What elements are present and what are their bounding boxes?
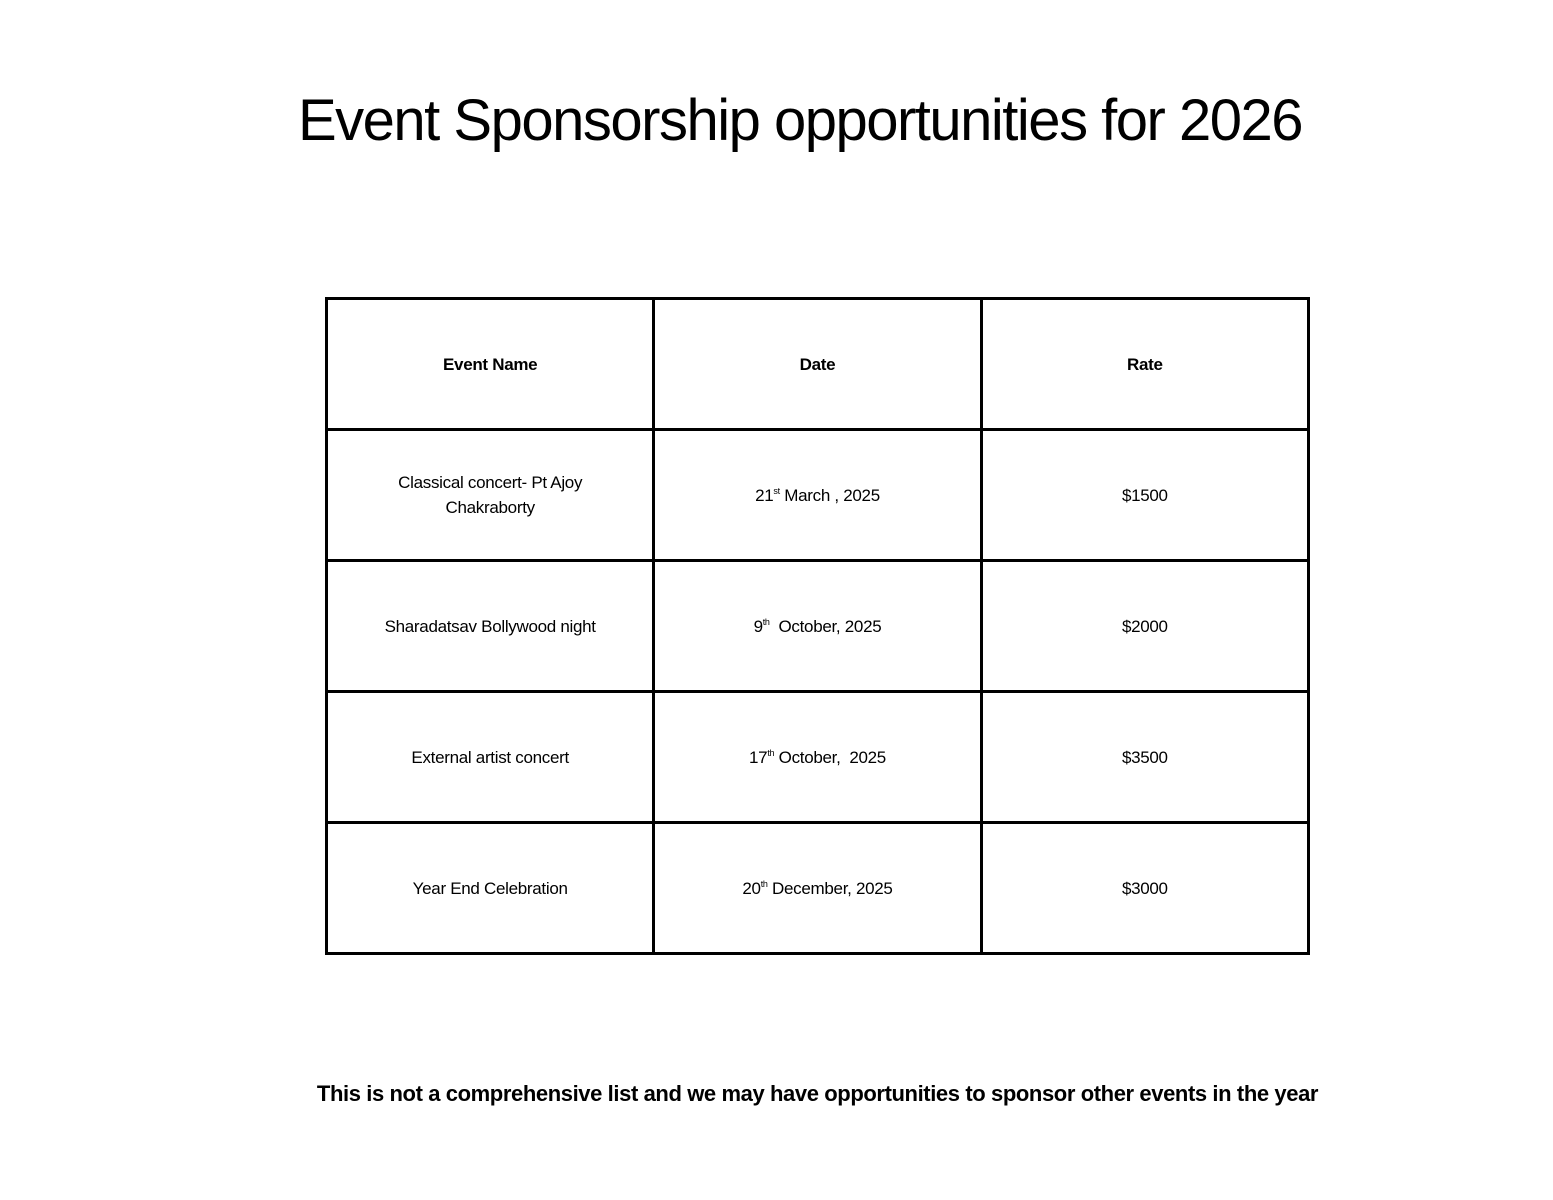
date-day: 9 <box>753 616 763 636</box>
header-event-name: Event Name <box>327 299 654 430</box>
date-rest: December, 2025 <box>767 878 893 898</box>
date-rest: October, 2025 <box>769 616 882 636</box>
date-rest: March , 2025 <box>779 485 880 505</box>
date-cell <box>654 692 981 823</box>
date-suffix: st <box>773 485 780 496</box>
event-name-cell: Sharadatsav Bollywood night <box>327 561 654 692</box>
date-cell <box>654 430 981 561</box>
date-day: 20 <box>742 878 761 898</box>
table-row <box>327 823 1309 954</box>
event-name-cell: External artist concert <box>327 692 654 823</box>
date-suffix: th <box>760 878 768 889</box>
sponsorship-table <box>325 297 1310 955</box>
table-header-row <box>327 299 1309 430</box>
date-day: 21 <box>755 485 774 505</box>
header-date: Date <box>654 299 981 430</box>
date-rest: October, 2025 <box>774 747 886 767</box>
rate-cell: $1500 <box>981 430 1308 561</box>
date-suffix: th <box>762 616 770 627</box>
header-rate: Rate <box>981 299 1308 430</box>
event-name-cell: Year End Celebration <box>327 823 654 954</box>
rate-cell: $2000 <box>981 561 1308 692</box>
date-cell <box>654 823 981 954</box>
rate-cell: $3500 <box>981 692 1308 823</box>
date-suffix: th <box>767 747 775 758</box>
page-title: Event Sponsorship opportunities for 2026 <box>297 88 1303 153</box>
footnote: This is not a comprehensive list and we may have opportunities to sponsor other events in the year <box>316 1081 1319 1106</box>
date-day: 17 <box>749 747 768 767</box>
event-name-cell: Classical concert- Pt Ajoy Chakraborty <box>327 430 654 561</box>
table-row <box>327 561 1309 692</box>
table-row <box>327 692 1309 823</box>
table-row <box>327 430 1309 561</box>
date-cell <box>654 561 981 692</box>
rate-cell: $3000 <box>981 823 1308 954</box>
